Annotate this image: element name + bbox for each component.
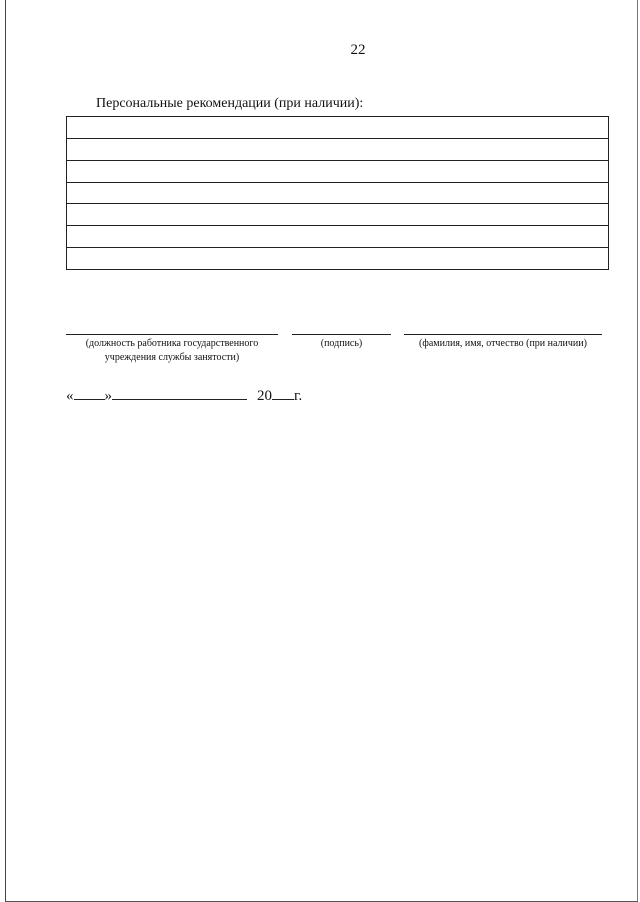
recommendation-row[interactable] bbox=[67, 204, 608, 226]
page-edge-left bbox=[5, 0, 6, 902]
recommendation-row[interactable] bbox=[67, 139, 608, 161]
signature-line[interactable] bbox=[292, 334, 391, 335]
fullname-caption: (фамилия, имя, отчество (при наличии) bbox=[419, 338, 587, 349]
fullname-line[interactable] bbox=[404, 334, 602, 335]
position-caption: (должность работника государственного учреждения службы занятости) bbox=[85, 338, 259, 363]
page-number: 22 bbox=[350, 42, 366, 58]
date-month-blank[interactable] bbox=[112, 384, 247, 400]
date-year-suffix: г. bbox=[294, 388, 303, 404]
date-open-quote: « bbox=[66, 388, 74, 404]
recommendations-heading: Персональные рекомендации (при наличии): bbox=[96, 96, 364, 111]
date-close-quote: » bbox=[104, 388, 112, 404]
signature-caption: (подпись) bbox=[320, 338, 363, 349]
date-day-blank[interactable] bbox=[74, 384, 105, 400]
recommendation-row[interactable] bbox=[67, 226, 608, 248]
date-year-blank[interactable] bbox=[272, 384, 294, 400]
recommendation-row[interactable] bbox=[67, 183, 608, 205]
recommendation-row[interactable] bbox=[67, 248, 608, 269]
recommendations-table bbox=[66, 116, 609, 270]
recommendation-row[interactable] bbox=[67, 117, 608, 139]
position-line[interactable] bbox=[66, 334, 278, 335]
date-field bbox=[66, 384, 302, 405]
page-edge-right bbox=[637, 0, 638, 902]
recommendation-row[interactable] bbox=[67, 161, 608, 183]
date-year-prefix: 20 bbox=[257, 388, 272, 404]
